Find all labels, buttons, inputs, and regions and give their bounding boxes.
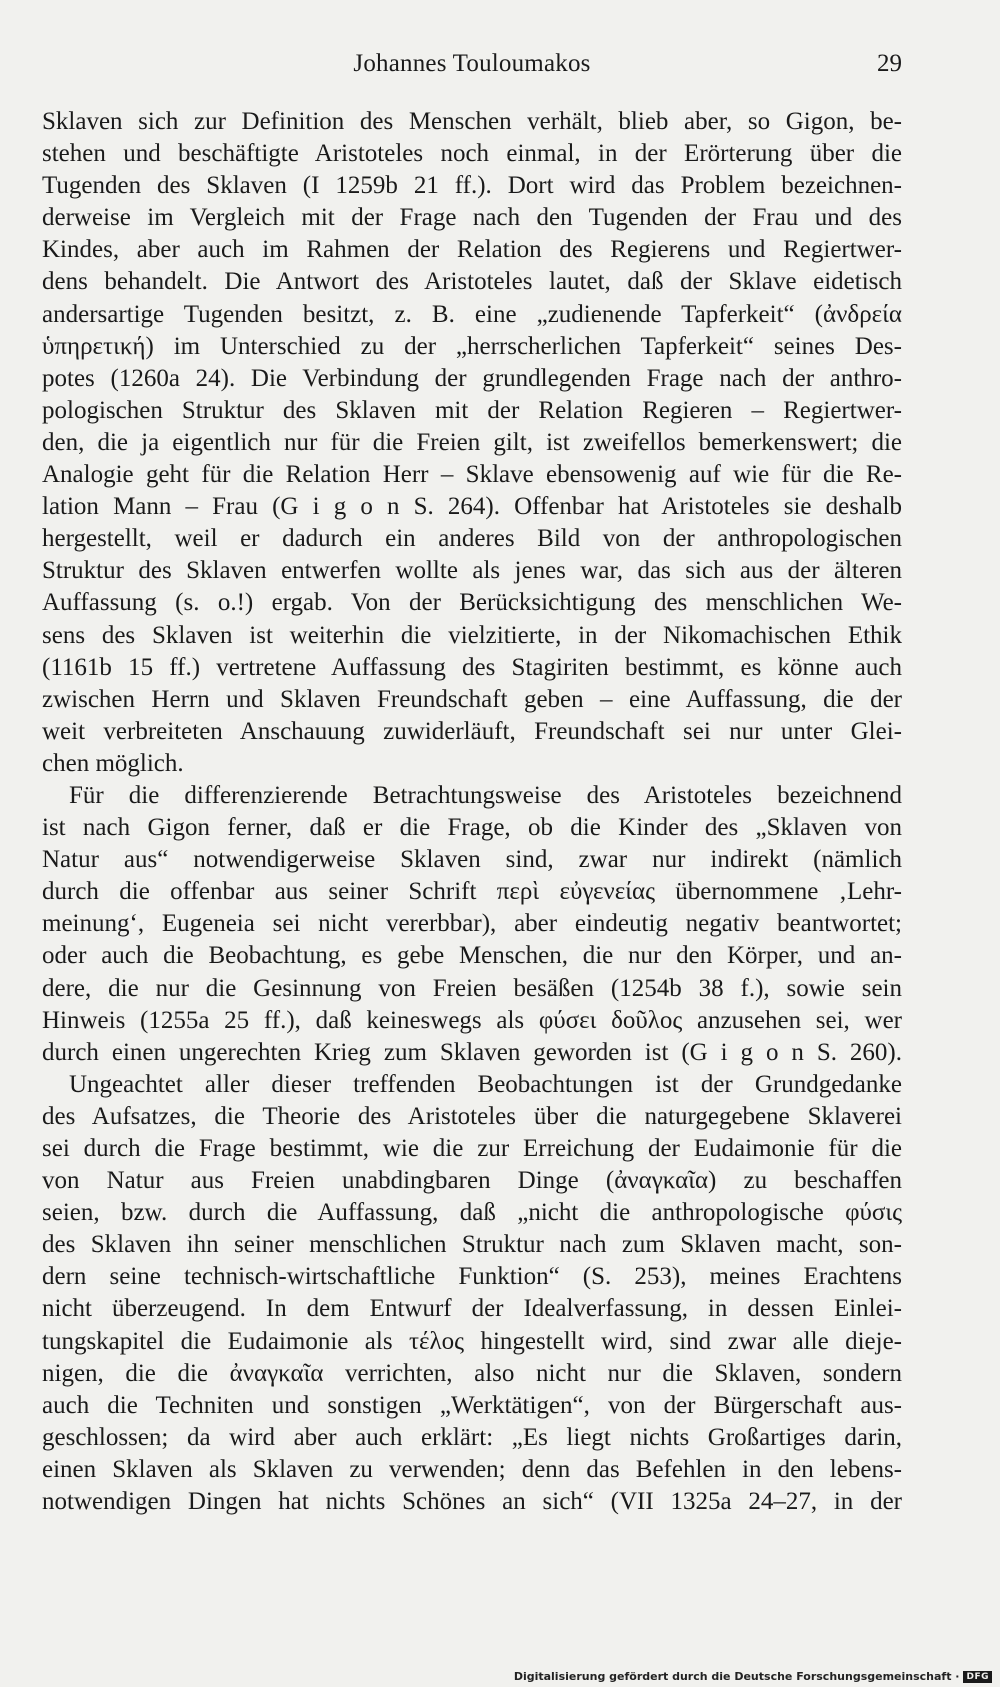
text-line: meinung‘, Eugeneia sei nicht vererbbar), aber eindeutig negativ beantwortet; — [42, 910, 902, 938]
text-line: den, die ja eigentlich nur für die Freien gilt, ist zweifellos bemerkenswert; die — [42, 428, 902, 456]
text-line: von Natur aus Freien unabdingbaren Dinge (ἀναγκαῖα) zu beschaffen — [42, 1167, 902, 1195]
text-line: Natur aus“ notwendigerweise Sklaven sind, zwar nur indirekt (nämlich — [42, 846, 902, 874]
credit-text: Digitalisierung gefördert durch die Deutsche Forschungsgemeinschaft · — [513, 1670, 960, 1683]
text-line: Auffassung (s. o.!) ergab. Von der Berücksichtigung des menschlichen We- — [42, 589, 902, 617]
text-line: Hinweis (1255a 25 ff.), daß keineswegs als φύσει δοῦλος anzusehen sei, wer — [42, 1006, 902, 1034]
text-line: ist nach Gigon ferner, daß er die Frage, ob die Kinder des „Sklaven von — [42, 814, 902, 842]
text-line: (1161b 15 ff.) vertretene Auffassung des Stagiriten bestimmt, es könne auch — [42, 653, 902, 681]
running-title: Johannes Touloumakos — [353, 50, 591, 77]
text-line: Ungeachtet aller dieser treffenden Beobachtungen ist der Grundgedanke — [69, 1070, 902, 1098]
text-line: zwischen Herrn und Sklaven Freundschaft geben – eine Auffassung, die der — [42, 685, 902, 713]
text-line: dere, die nur die Gesinnung von Freien besäßen (1254b 38 f.), sowie sein — [42, 974, 902, 1002]
dfg-logo: DFG — [963, 1671, 992, 1683]
text-line: sens des Sklaven ist weiterhin die vielzitierte, in der Nikomachischen Ethik — [42, 621, 902, 649]
text-line: dens behandelt. Die Antwort des Aristoteles lautet, daß der Sklave eidetisch — [42, 268, 902, 296]
text-line: potes (1260a 24). Die Verbindung der grundlegenden Frage nach der anthro- — [42, 364, 902, 392]
text-line: weit verbreiteten Anschauung zuwiderläuft, Freundschaft sei nur unter Glei- — [42, 717, 902, 745]
text-line: tungskapitel die Eudaimonie als τέλος hingestellt wird, sind zwar alle dieje- — [42, 1327, 902, 1355]
text-line: hergestellt, weil er dadurch ein anderes Bild von der anthropologischen — [42, 525, 902, 553]
text-line: oder auch die Beobachtung, es gebe Menschen, die nur den Körper, und an- — [42, 942, 902, 970]
text-line: durch die offenbar aus seiner Schrift περὶ εὐγενείας übernommene ‚Lehr- — [42, 878, 902, 906]
page-number: 29 — [877, 50, 902, 77]
page-header — [42, 50, 902, 86]
text-line: pologischen Struktur des Sklaven mit der Relation Regieren – Regiertwer- — [42, 396, 902, 424]
text-line: Struktur des Sklaven entwerfen wollte als jenes war, das sich aus der älteren — [42, 557, 902, 585]
text-line: des Aufsatzes, die Theorie des Aristoteles über die naturgegebene Sklaverei — [42, 1102, 902, 1130]
text-line: andersartige Tugenden besitzt, z. B. eine „zudienende Tapferkeit“ (ἀνδρεία — [42, 300, 902, 328]
text-line: Für die differenzierende Betrachtungsweise des Aristoteles bezeichnend — [69, 781, 902, 809]
text-line: des Sklaven ihn seiner menschlichen Struktur nach zum Sklaven macht, son- — [42, 1231, 902, 1259]
digitization-credit — [514, 1670, 992, 1683]
text-line: nicht überzeugend. In dem Entwurf der Idealverfassung, in dessen Einlei- — [42, 1295, 902, 1323]
text-line: einen Sklaven als Sklaven zu verwenden; denn das Befehlen in den lebens- — [42, 1455, 902, 1483]
text-line: auch die Techniten und sonstigen „Werktätigen“, von der Bürgerschaft aus- — [42, 1391, 902, 1419]
text-line: dern seine technisch-wirtschaftliche Funktion“ (S. 253), meines Erachtens — [42, 1263, 902, 1291]
text-line: seien, bzw. durch die Auffassung, daß „nicht die anthropologische φύσις — [42, 1199, 902, 1227]
text-line: ὑπηρετική) im Unterschied zu der „herrscherlichen Tapferkeit“ seines Des- — [42, 332, 902, 360]
text-line: chen möglich. — [42, 749, 184, 777]
text-line: geschlossen; da wird aber auch erklärt: „Es liegt nichts Großartiges darin, — [42, 1423, 902, 1451]
text-line: sei durch die Frage bestimmt, wie die zur Erreichung der Eudaimonie für die — [42, 1135, 902, 1162]
text-line: notwendigen Dingen hat nichts Schönes an sich“ (VII 1325a 24–27, in der — [42, 1488, 902, 1516]
text-line: derweise im Vergleich mit der Frage nach den Tugenden der Frau und des — [42, 204, 902, 232]
text-line: nigen, die die ἀναγκαῖα verrichten, also nicht nur die Sklaven, sondern — [42, 1359, 902, 1387]
text-line: Tugenden des Sklaven (I 1259b 21 ff.). Dort wird das Problem bezeichnen- — [42, 172, 902, 200]
body-text — [42, 106, 902, 1518]
text-line: Sklaven sich zur Definition des Menschen verhält, blieb aber, so Gigon, be- — [42, 108, 902, 135]
text-line: lation Mann – Frau (G i g o n S. 264). Offenbar hat Aristoteles sie deshalb — [42, 493, 902, 521]
text-line: stehen und beschäftigte Aristoteles noch einmal, in der Erörterung über die — [42, 140, 902, 168]
text-line: Analogie geht für die Relation Herr – Sklave ebensowenig auf wie für die Re- — [42, 461, 902, 489]
text-line: Kindes, aber auch im Rahmen der Relation des Regierens und Regiertwer- — [42, 236, 902, 264]
text-line: durch einen ungerechten Krieg zum Sklaven geworden ist (G i g o n S. 260). — [42, 1038, 902, 1066]
